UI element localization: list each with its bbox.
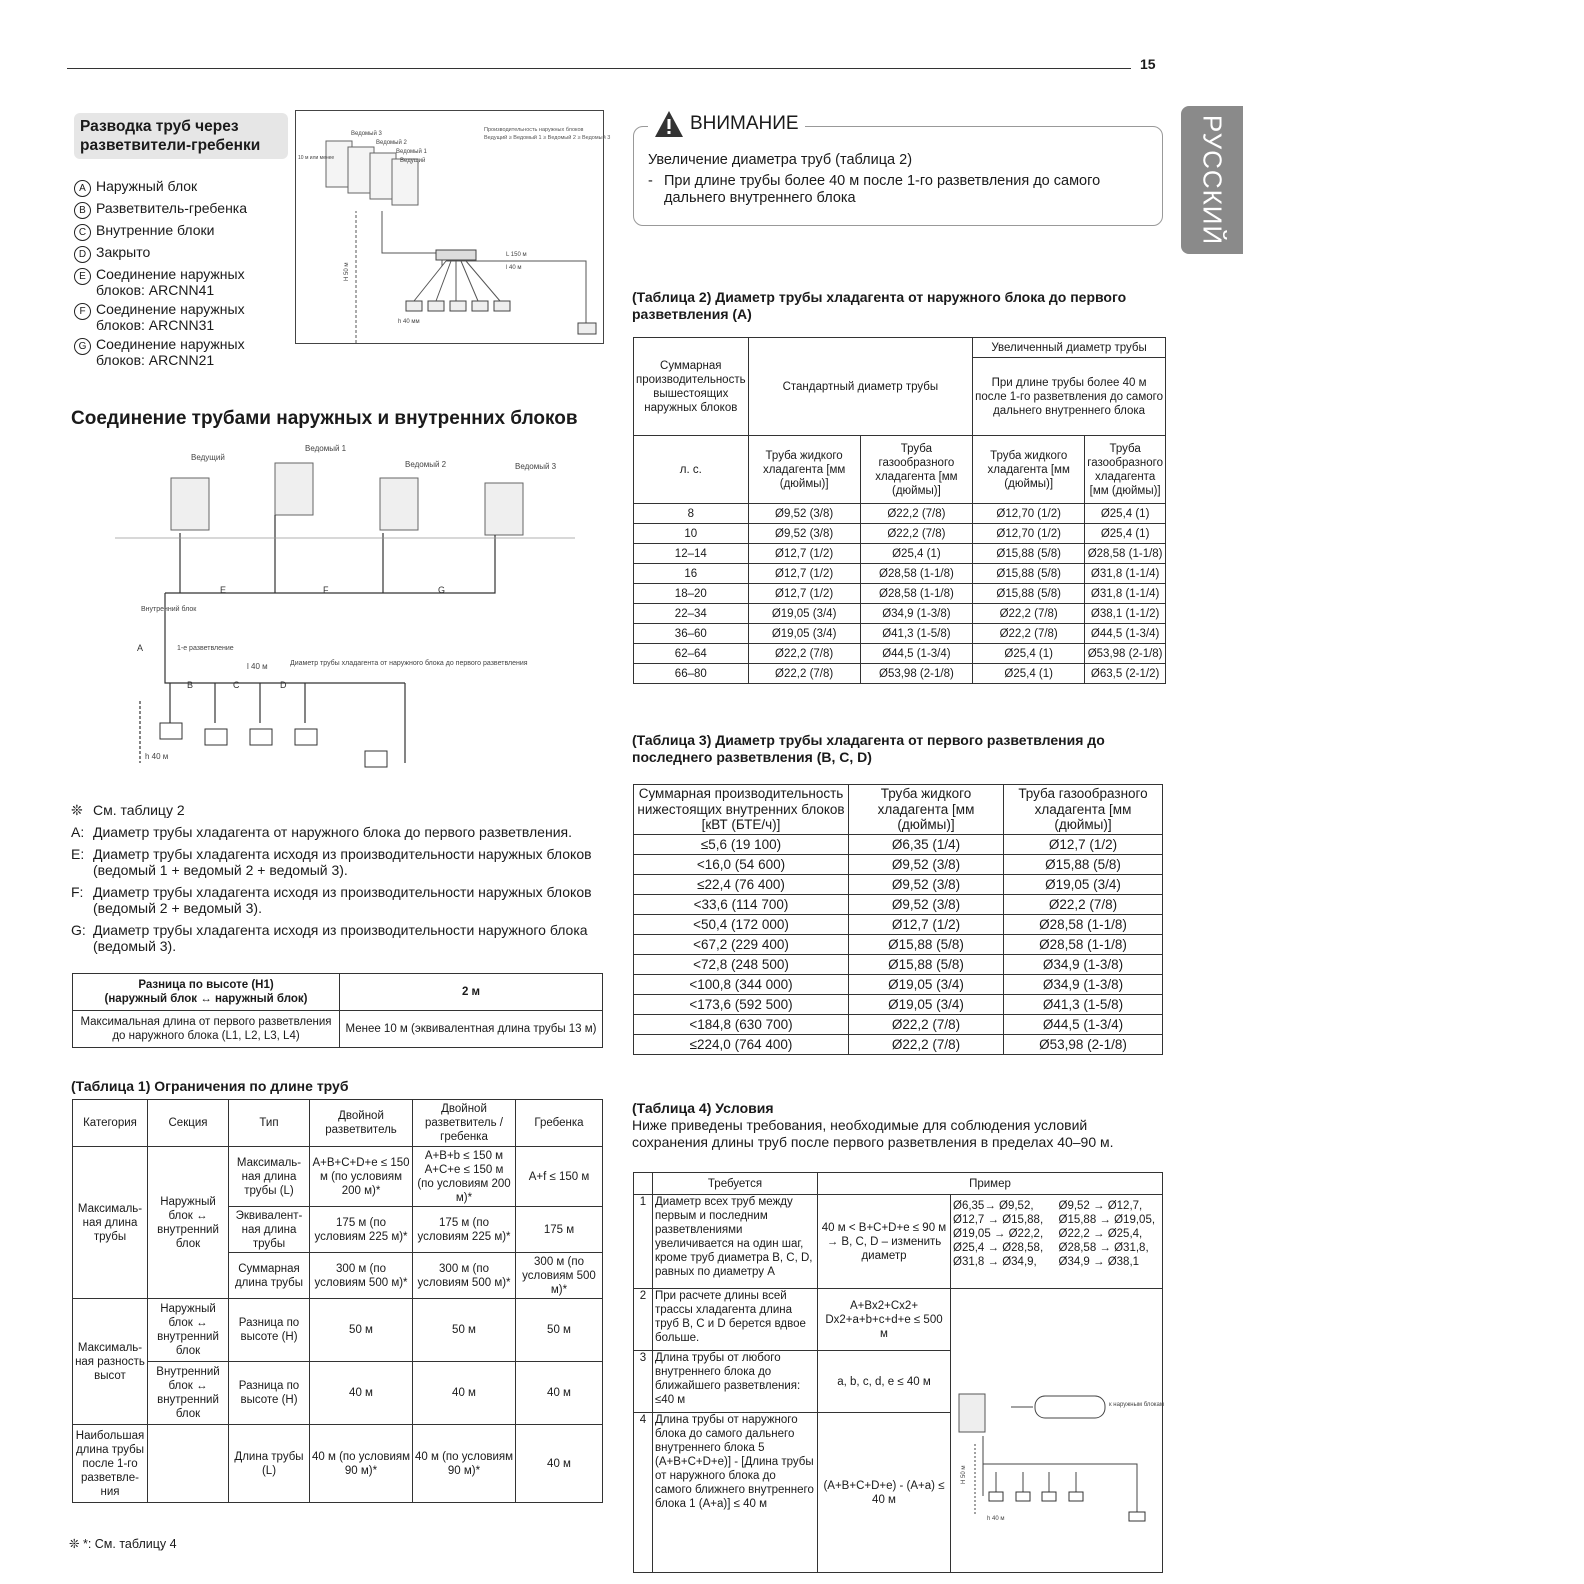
table-cell: 16 [634, 564, 749, 584]
note-text: Диаметр трубы хладагента исходя из производительности наружных блоков (ведомый 1 + ведомый 2 + ведомый 3). [93, 846, 592, 878]
legend-text: Внутренние блоки [96, 222, 215, 238]
table-cell: 40 м [516, 1425, 603, 1503]
table-header-row [634, 785, 1163, 835]
table-cell: Ø12,7 (1/2) [1004, 835, 1163, 855]
legend-text: Соединение наружных блоков: ARCNN31 [96, 301, 245, 333]
note-see [71, 802, 611, 818]
diagram-label: h 40 м [145, 752, 169, 761]
table-cell: 2 [634, 1289, 653, 1351]
table-cell: ≤22,4 (76 400) [634, 875, 849, 895]
diagram-label: Ведомый 3 [351, 131, 382, 137]
table-cell: Внутренний блок ↔ внутренний блок [148, 1362, 229, 1425]
note-item [71, 884, 611, 916]
table-cell: 10 [634, 524, 749, 544]
table-cell: A+Bx2+Cx2+ Dx2+a+b+c+d+e ≤ 500 м [818, 1289, 951, 1351]
marker-d-icon: D [74, 246, 91, 263]
table-cell: Ø12,7 (1/2) [748, 544, 860, 564]
table-cell: 2 м [340, 974, 603, 1011]
table-cell: Ø44,5 (1-3/4) [1085, 624, 1166, 644]
table-row [634, 975, 1163, 995]
table-row [634, 835, 1163, 855]
condition-diagram-svg [951, 1334, 1165, 1524]
table-row [634, 504, 1166, 524]
svg-text:B: B [187, 680, 194, 690]
section-title-box: Разводка труб через разветвители-гребенки [74, 113, 288, 159]
diagram-label: l 40 м [247, 662, 268, 671]
table-cell: 50 м [413, 1299, 516, 1362]
table-cell [951, 1195, 1163, 1289]
table-cell: Ø41,3 (1-5/8) [1004, 995, 1163, 1015]
table2-caption: (Таблица 2) Диаметр трубы хладагента от наружного блока до первого разветвления (A) [632, 289, 1127, 322]
table4 [633, 1172, 1163, 1573]
table-row [73, 1011, 603, 1048]
svg-text:F: F [323, 585, 329, 595]
legend-item [74, 200, 289, 219]
notes [71, 802, 611, 960]
header-diagram-svg [296, 111, 611, 343]
table-row [634, 644, 1166, 664]
table-cell: 50 м [310, 1299, 413, 1362]
table-cell: Разница по высоте (H) [229, 1362, 310, 1425]
table-cell: Ø22,2 (7/8) [748, 644, 860, 664]
table-cell: Ø19,05 (3/4) [748, 604, 860, 624]
table-cell: 50 м [516, 1299, 603, 1362]
table-cell: Ø25,4 (1) [973, 664, 1085, 684]
table-cell: (A+B+C+D+e) - (A+a) ≤ 40 м [818, 1413, 951, 1573]
connection-diagram-svg [105, 443, 585, 783]
table4-caption: (Таблица 4) Условия [632, 1100, 774, 1116]
table-cell: Ø34,9 (1-3/8) [860, 604, 972, 624]
table-cell: ≤224,0 (764 400) [634, 1035, 849, 1055]
table-cell: ≤5,6 (19 100) [634, 835, 849, 855]
diagram-label: Производительность наружных блоков [484, 127, 584, 133]
table-cell: Ø12,70 (1/2) [973, 504, 1085, 524]
diagram-label: Ведомый 2 [405, 460, 447, 469]
table-cell: Ø31,8 (1-1/4) [1085, 564, 1166, 584]
table-cell [148, 1425, 229, 1503]
diagram-label: Ведомый 1 [305, 444, 347, 453]
note-item [71, 824, 611, 840]
table-cell: 40 м (по условиям 90 м)* [310, 1425, 413, 1503]
table-cell [951, 1289, 1163, 1573]
diagram-label: H 50 м [344, 262, 350, 281]
table-cell: Ø22,2 (7/8) [849, 1035, 1004, 1055]
table-cell: Ø28,58 (1-1/8) [1004, 915, 1163, 935]
section-heading: Соединение трубами наружных и внутренних блоков [71, 408, 578, 429]
table1-caption: (Таблица 1) Ограничения по длине труб [71, 1078, 349, 1094]
table-cell: A+B+b ≤ 150 м A+C+e ≤ 150 м (по условиям 200 м)* [413, 1147, 516, 1207]
table-cell: <50,4 (172 000) [634, 915, 849, 935]
table-header: Суммарная производительность нижестоящих внутренних блоков [кВТ (БТЕ/ч)] [634, 785, 849, 835]
table-cell: Ø9,52 (3/8) [849, 895, 1004, 915]
page-number: 15 [1140, 56, 1156, 72]
header-diagram [295, 110, 611, 344]
table-cell: Ø25,4 (1) [1085, 524, 1166, 544]
table-cell: 40 м [310, 1362, 413, 1425]
table-row [634, 544, 1166, 564]
table-cell: 18–20 [634, 584, 749, 604]
table-cell: Ø41,3 (1-5/8) [860, 624, 972, 644]
table-cell: Ø22,2 (7/8) [860, 504, 972, 524]
table-cell: Ø9,52 (3/8) [748, 524, 860, 544]
table-cell: 1 [634, 1195, 653, 1289]
table-header: Секция [148, 1100, 229, 1147]
table-row [634, 855, 1163, 875]
table-cell: Ø53,98 (2-1/8) [860, 664, 972, 684]
table-cell: <16,0 (54 600) [634, 855, 849, 875]
table-cell: Ø28,58 (1-1/8) [1085, 544, 1166, 564]
table-header: При длине трубы более 40 м после 1-го разветвления до самого дальнего внутреннего блока [973, 358, 1166, 436]
table-cell: Ø12,7 (1/2) [748, 564, 860, 584]
table-row [634, 624, 1166, 644]
table-cell: 300 м (по условиям 500 м)* [516, 1253, 603, 1299]
table-cell: Ø44,5 (1-3/4) [1004, 1015, 1163, 1035]
table-cell: 175 м [516, 1207, 603, 1253]
note-key: F: [71, 884, 84, 900]
table-cell: 300 м (по условиям 500 м)* [310, 1253, 413, 1299]
table-row [634, 604, 1166, 624]
note-key: A: [71, 824, 85, 840]
table-row [634, 564, 1166, 584]
table-cell: <173,6 (592 500) [634, 995, 849, 1015]
asterisk-icon: ❊ [71, 802, 83, 818]
table-header: Труба жидкого хладагента [мм (дюймы)] [849, 785, 1004, 835]
table-cell: 40 м [516, 1362, 603, 1425]
svg-text:E: E [220, 585, 227, 595]
table-row [634, 524, 1166, 544]
table-cell: 3 [634, 1351, 653, 1413]
table-cell: 175 м (по условиям 225 м)* [310, 1207, 413, 1253]
table-header: Двойной разветвитель / гребенка [413, 1100, 516, 1147]
table-cell: Длина трубы (L) [229, 1425, 310, 1503]
table-cell: Ø28,58 (1-1/8) [1004, 935, 1163, 955]
table-cell: <100,8 (344 000) [634, 975, 849, 995]
table-row [634, 664, 1166, 684]
table-cell: Ø9,52 (3/8) [849, 875, 1004, 895]
legend-item [74, 222, 289, 241]
height-table [72, 973, 603, 1048]
table-cell: Ø15,88 (5/8) [973, 584, 1085, 604]
table-cell: Ø63,5 (2-1/2) [1085, 664, 1166, 684]
diagram-label: h 40 мм [398, 319, 420, 325]
legend-text: Разветвитель-гребенка [96, 200, 248, 216]
legend-item [74, 244, 289, 263]
table-cell: a, b, c, d, e ≤ 40 м [818, 1351, 951, 1413]
diagram-label: h 40 м [987, 1515, 1005, 1522]
diagram-label: Ведомый 3 [515, 462, 557, 471]
table-cell: Наибольшая длина трубы после 1-го разветвле-ния [73, 1425, 148, 1503]
table-cell: Ø12,7 (1/2) [849, 915, 1004, 935]
footnote [69, 1536, 177, 1551]
table2-body [634, 504, 1166, 684]
table-cell: Ø22,2 (7/8) [973, 604, 1085, 624]
table-header: Тип [229, 1100, 310, 1147]
table-header-row [634, 1173, 1163, 1195]
table-cell: При расчете длины всей трассы хладагента длина труб B, C и D берется вдвое больше. [653, 1289, 818, 1351]
table-header-row [634, 436, 1166, 504]
table-header: Труба газообразного хладагента [мм (дюймы)] [1085, 436, 1166, 504]
table-cell: Ø19,05 (3/4) [849, 975, 1004, 995]
example-col: Ø9,52 → Ø12,7, Ø15,88 → Ø19,05, Ø22,2 → Ø25,4, Ø28,58 → Ø31,8, Ø34,9 → Ø38,1 [1058, 1200, 1156, 1268]
table-cell: 40 м (по условиям 90 м)* [413, 1425, 516, 1503]
warning-title [648, 110, 805, 138]
legend-text: Соединение наружных блоков: ARCNN41 [96, 266, 245, 298]
diagram-label: 1-е разветвление [177, 645, 234, 652]
header-rule [67, 68, 1131, 69]
table-cell: Ø22,2 (7/8) [748, 664, 860, 684]
table-cell: A+B+C+D+e ≤ 150 м (по условиям 200 м)* [310, 1147, 413, 1207]
warning-line: При длине трубы более 40 м после 1-го разветвления до самого дальнего внутреннего блока [664, 173, 1101, 206]
table-cell: Ø15,88 (5/8) [973, 544, 1085, 564]
table-cell: Ø6,35 (1/4) [849, 835, 1004, 855]
table-row [73, 1362, 603, 1425]
table-cell: A+f ≤ 150 м [516, 1147, 603, 1207]
warning-line: Увеличение диаметра труб (таблица 2) [648, 152, 913, 168]
table-cell: Ø34,9 (1-3/8) [1004, 955, 1163, 975]
table-cell: Ø28,58 (1-1/8) [860, 564, 972, 584]
svg-text:C: C [233, 680, 240, 690]
note-text: Диаметр трубы хладагента исходя из производительности наружных блоков (ведомый 2 + ведомый 3). [93, 884, 592, 916]
table-cell: 175 м (по условиям 225 м)* [413, 1207, 516, 1253]
table-cell: Ø31,8 (1-1/4) [1085, 584, 1166, 604]
legend-item [74, 178, 289, 197]
marker-c-icon: C [74, 224, 91, 241]
table3 [633, 784, 1163, 1055]
table-row [73, 974, 603, 1011]
language-tab [1181, 106, 1243, 254]
table-cell: Ø25,4 (1) [1085, 504, 1166, 524]
note-key: E: [71, 846, 85, 862]
table-row [634, 955, 1163, 975]
table-cell: Ø22,2 (7/8) [849, 1015, 1004, 1035]
table-cell: Ø25,4 (1) [973, 644, 1085, 664]
table-cell: 40 м [413, 1362, 516, 1425]
table-cell: Диаметр всех труб между первым и последним разветвлениями увеличивается на один шаг, кроме труб диаметра B, C, D, равных по диаметру A [653, 1195, 818, 1289]
marker-e-icon: E [74, 268, 91, 285]
table-cell: Эквивалент-ная длина трубы [229, 1207, 310, 1253]
table-cell: 12–14 [634, 544, 749, 564]
table-header: Требуется [653, 1173, 818, 1195]
warning-title-text: ВНИМАНИЕ [690, 113, 799, 134]
table1 [72, 1099, 603, 1503]
table-cell: Ø34,9 (1-3/8) [1004, 975, 1163, 995]
table-cell: Ø22,2 (7/8) [973, 624, 1085, 644]
table-cell: Длина трубы от наружного блока до самого дальнего внутреннего блока 5 (A+B+C+D+e)] - [Длина трубы от наружного блока до самого ближнего внутреннего блока 1 (A+a)] ≤ 40 м [653, 1413, 818, 1573]
table4-description: Ниже приведены требования, необходимые для соблюдения условий сохранения длины труб после первого разветвления в пределах 40–90 м. [632, 1117, 1114, 1150]
table-cell: <33,6 (114 700) [634, 895, 849, 915]
table-cell: Ø9,52 (3/8) [849, 855, 1004, 875]
table-cell: Суммарная длина трубы [229, 1253, 310, 1299]
table-header: Труба жидкого хладагента [мм (дюймы)] [973, 436, 1085, 504]
legend-text: Наружный блок [96, 178, 198, 194]
legend-text: Закрыто [96, 244, 151, 260]
warning-text: Увеличение диаметра труб (таблица 2) - При длине трубы более 40 м после 1-го разветвления до самого дальнего внутреннего блока [648, 152, 1148, 207]
note-text: Диаметр трубы хладагента от наружного блока до первого разветвления. [93, 824, 572, 840]
table-header: Пример [818, 1173, 1163, 1195]
example-col: Ø6,35→ Ø9,52, Ø12,7 → Ø15,88, Ø19,05 → Ø22,2, Ø25,4 → Ø28,58, Ø31,8 → Ø34,9, [953, 1200, 1044, 1268]
table-row [634, 895, 1163, 915]
legend-item [74, 336, 289, 368]
table-row [634, 584, 1166, 604]
table-row [73, 1147, 603, 1207]
table-cell: 8 [634, 504, 749, 524]
table-header-row [73, 1100, 603, 1147]
svg-text:A: A [137, 643, 144, 653]
table-cell: Ø25,4 (1) [860, 544, 972, 564]
marker-b-icon: B [74, 202, 91, 219]
table-row [634, 1035, 1163, 1055]
table-header: Категория [73, 1100, 148, 1147]
table-cell: Ø53,98 (2-1/8) [1085, 644, 1166, 664]
table-cell: Разница по высоте (H) [229, 1299, 310, 1362]
table-header: л. с. [634, 436, 749, 504]
table-header: Суммарная производительность вышестоящих наружных блоков [634, 338, 749, 436]
table-row [634, 875, 1163, 895]
diagram-label: L 150 м [506, 252, 527, 258]
diagram-label: к наружным блокам [1109, 1401, 1165, 1408]
asterisk-icon: ❊ [69, 1537, 83, 1551]
table-header: Стандартный диаметр трубы [748, 338, 973, 436]
diagram-label: Ведущий [400, 158, 426, 164]
marker-g-icon: G [74, 338, 91, 355]
table-cell: Ø19,05 (3/4) [1004, 875, 1163, 895]
table-cell: Ø22,2 (7/8) [860, 524, 972, 544]
diagram-label: Ведущий ≥ Ведомый 1 ≥ Ведомый 2 ≥ Ведомый 3 [484, 135, 611, 141]
table-cell: Ø38,1 (1-1/2) [1085, 604, 1166, 624]
table-row [634, 1195, 1163, 1289]
table-cell: Ø22,2 (7/8) [1004, 895, 1163, 915]
note-item [71, 922, 611, 954]
table-row [73, 1425, 603, 1503]
table-cell: Максималь-ная длина трубы [73, 1147, 148, 1299]
table-cell: Ø15,88 (5/8) [973, 564, 1085, 584]
footnote-text: *: См. таблицу 4 [82, 1537, 177, 1551]
table-cell: Максимальная длина от первого разветвления до наружного блока (L1, L2, L3, L4) [73, 1011, 340, 1048]
table-cell: Наружный блок ↔ внутренний блок [148, 1147, 229, 1299]
note-text: Диаметр трубы хладагента исходя из производительности наружного блока (ведомый 3). [93, 922, 588, 954]
table-cell: 36–60 [634, 624, 749, 644]
table-row [634, 1289, 1163, 1351]
diagram-label: H 50 м [961, 1465, 967, 1484]
table-header: Двойной разветвитель [310, 1100, 413, 1147]
table3-caption: (Таблица 3) Диаметр трубы хладагента от первого разветвления до последнего разветвления (B, C, D) [632, 732, 1105, 765]
table-cell: Ø12,7 (1/2) [748, 584, 860, 604]
diagram-label: l 40 м [506, 265, 522, 271]
diagram-label: 10 м или менее [298, 155, 335, 161]
table-cell: Ø19,05 (3/4) [748, 624, 860, 644]
legend-item [74, 266, 289, 298]
table-header: Труба газообразного хладагента [мм (дюймы)] [860, 436, 972, 504]
table-cell: Длина трубы от любого внутреннего блока до ближайшего разветвления: ≤40 м [653, 1351, 818, 1413]
table-cell: Ø12,70 (1/2) [973, 524, 1085, 544]
table-cell: <67,2 (229 400) [634, 935, 849, 955]
connection-diagram [105, 443, 585, 783]
svg-text:D: D [280, 680, 287, 690]
table-header: Труба жидкого хладагента [мм (дюймы)] [748, 436, 860, 504]
diagram-label: Внутренний блок [141, 606, 197, 613]
table-header: Увеличенный диаметр трубы [973, 338, 1166, 358]
table-header: Труба газообразного хладагента [мм (дюймы)] [1004, 785, 1163, 835]
language-tab-label: РУССКИЙ [1197, 114, 1228, 246]
table-row [634, 915, 1163, 935]
cell-text: (наружный блок ↔ наружный блок) [104, 993, 308, 1005]
legend-item [74, 301, 289, 333]
cell-text: Разница по высоте (H1) [138, 979, 274, 991]
diagram-label: Ведомый 2 [376, 140, 407, 146]
marker-a-icon: A [74, 180, 91, 197]
table-cell: 62–64 [634, 644, 749, 664]
table-header [634, 1173, 653, 1195]
diagram-label: Диаметр трубы хладагента от наружного блока до первого разветвления [290, 660, 528, 667]
table-cell: Ø28,58 (1-1/8) [860, 584, 972, 604]
table-row [634, 1015, 1163, 1035]
table-cell: Ø15,88 (5/8) [849, 935, 1004, 955]
diagram-label: Ведомый 1 [396, 149, 427, 155]
table-cell: Ø15,88 (5/8) [849, 955, 1004, 975]
svg-text:G: G [438, 585, 446, 595]
warning-triangle-icon [654, 110, 684, 138]
table-row [634, 995, 1163, 1015]
table-cell: 300 м (по условиям 500 м)* [413, 1253, 516, 1299]
table-cell [73, 974, 340, 1011]
table-row [634, 935, 1163, 955]
table-cell: 22–34 [634, 604, 749, 624]
table-row [73, 1299, 603, 1362]
table-cell: <184,8 (630 700) [634, 1015, 849, 1035]
table-cell: Ø9,52 (3/8) [748, 504, 860, 524]
note-key: G: [71, 922, 86, 938]
table-cell: Менее 10 м (эквивалентная длина трубы 13 м) [340, 1011, 603, 1048]
note-item [71, 846, 611, 878]
table2 [633, 337, 1166, 684]
legend-text: Соединение наружных блоков: ARCNN21 [96, 336, 245, 368]
table-cell: 4 [634, 1413, 653, 1573]
table-cell: 40 м < B+C+D+e ≤ 90 м → B, C, D – изменить диаметр [818, 1195, 951, 1289]
table-cell: <72,8 (248 500) [634, 955, 849, 975]
table-cell: Ø19,05 (3/4) [849, 995, 1004, 1015]
marker-f-icon: F [74, 303, 91, 320]
table-cell: Ø53,98 (2-1/8) [1004, 1035, 1163, 1055]
legend-list [74, 178, 289, 371]
table-cell: 66–80 [634, 664, 749, 684]
table-cell: Ø15,88 (5/8) [1004, 855, 1163, 875]
table-cell: Ø44,5 (1-3/4) [860, 644, 972, 664]
table-header-row [634, 338, 1166, 358]
diagram-label: Ведущий [191, 453, 225, 462]
table3-body [634, 835, 1163, 1055]
table-cell: Максималь-ная длина трубы (L) [229, 1147, 310, 1207]
table-cell: Максималь-ная разность высот [73, 1299, 148, 1425]
note-text: См. таблицу 2 [93, 802, 185, 818]
table-header: Гребенка [516, 1100, 603, 1147]
table-cell: Наружный блок ↔ внутренний блок [148, 1299, 229, 1362]
